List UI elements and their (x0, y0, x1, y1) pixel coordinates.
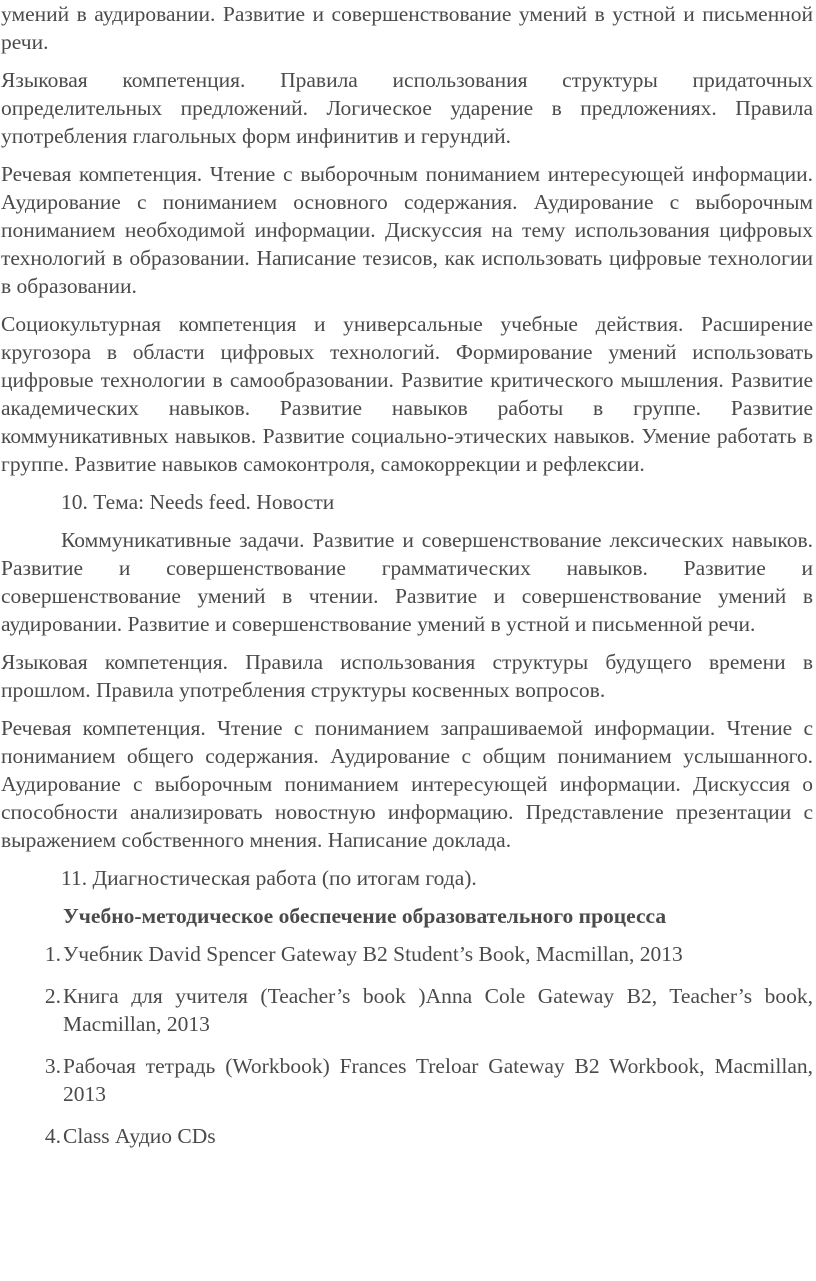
list-item-text: Рабочая тетрадь (Workbook) Frances Treloar Gateway B2 Workbook, Macmillan, 2013 (63, 1054, 813, 1106)
section-heading: Учебно-методическое обеспечение образовательного процесса (63, 904, 667, 928)
list-item (1, 940, 813, 968)
topic-10-title: 10. Тема: Needs feed. Новости (61, 490, 335, 514)
list-item-text: Книга для учителя (Teacher’s book )Anna Cole Gateway B2, Teacher’s book, Macmillan, 2013 (63, 984, 813, 1036)
paragraph-speech-competence-2: Речевая компетенция. Чтение с пониманием запрашиваемой информации. Чтение с пониманием общего содержания. Аудирование с общим пониманием услышанного. Аудирование с выборочным пониманием интересующей информации. Дискуссия о способности анализировать новостную информацию. Представление презентации с выражением собственного мнения. Написание доклада. (1, 716, 813, 852)
topic-11-title: 11. Диагностическая работа (по итогам года). (61, 866, 477, 890)
paragraph-listening-speaking: умений в аудировании. Развитие и совершенствование умений в устной и письменной речи. (1, 2, 813, 54)
list-item-text: Class Аудио CDs (63, 1124, 216, 1148)
paragraph-speech-competence: Речевая компетенция. Чтение с выборочным пониманием интересующей информации. Аудирование с пониманием основного содержания. Аудирование с выборочным пониманием необходимой информации. Дискуссия на тему использования цифровых технологий в образовании. Написание тезисов, как использовать цифровые технологии в образовании. (1, 162, 813, 298)
list-item (1, 1122, 813, 1150)
paragraph-communicative-tasks: Коммуникативные задачи. Развитие и совершенствование лексических навыков. Развитие и совершенствование грамматических навыков. Развитие и совершенствование умений в чтении. Развитие и совершенствование умений в аудировании. Развитие и совершенствование умений в устной и письменной речи. (1, 528, 813, 636)
paragraph-language-competence-2: Языковая компетенция. Правила использования структуры будущего времени в прошлом. Правила употребления структуры косвенных вопросов. (1, 650, 813, 702)
list-item (1, 982, 813, 1038)
reference-list (1, 940, 813, 1150)
list-item-number: 1. (44, 942, 61, 966)
list-item-number: 4. (44, 1124, 61, 1148)
list-item-text: Учебник David Spencer Gateway B2 Student’s Book, Macmillan, 2013 (63, 942, 683, 966)
list-item-number: 3. (44, 1054, 61, 1078)
list-item-number: 2. (44, 984, 61, 1008)
paragraph-language-competence: Языковая компетенция. Правила использования структуры придаточных определительных предложений. Логическое ударение в предложениях. Правила употребления глагольных форм инфинитив и герундий. (1, 68, 813, 148)
paragraph-sociocultural-competence: Социокультурная компетенция и универсальные учебные действия. Расширение кругозора в области цифровых технологий. Формирование умений использовать цифровые технологии в самообразовании. Развитие критического мышления. Развитие академических навыков. Развитие навыков работы в группе. Развитие коммуникативных навыков. Развитие социально-этических навыков. Умение работать в группе. Развитие навыков самоконтроля, самокоррекции и рефлексии. (1, 312, 813, 476)
list-item (1, 1052, 813, 1108)
